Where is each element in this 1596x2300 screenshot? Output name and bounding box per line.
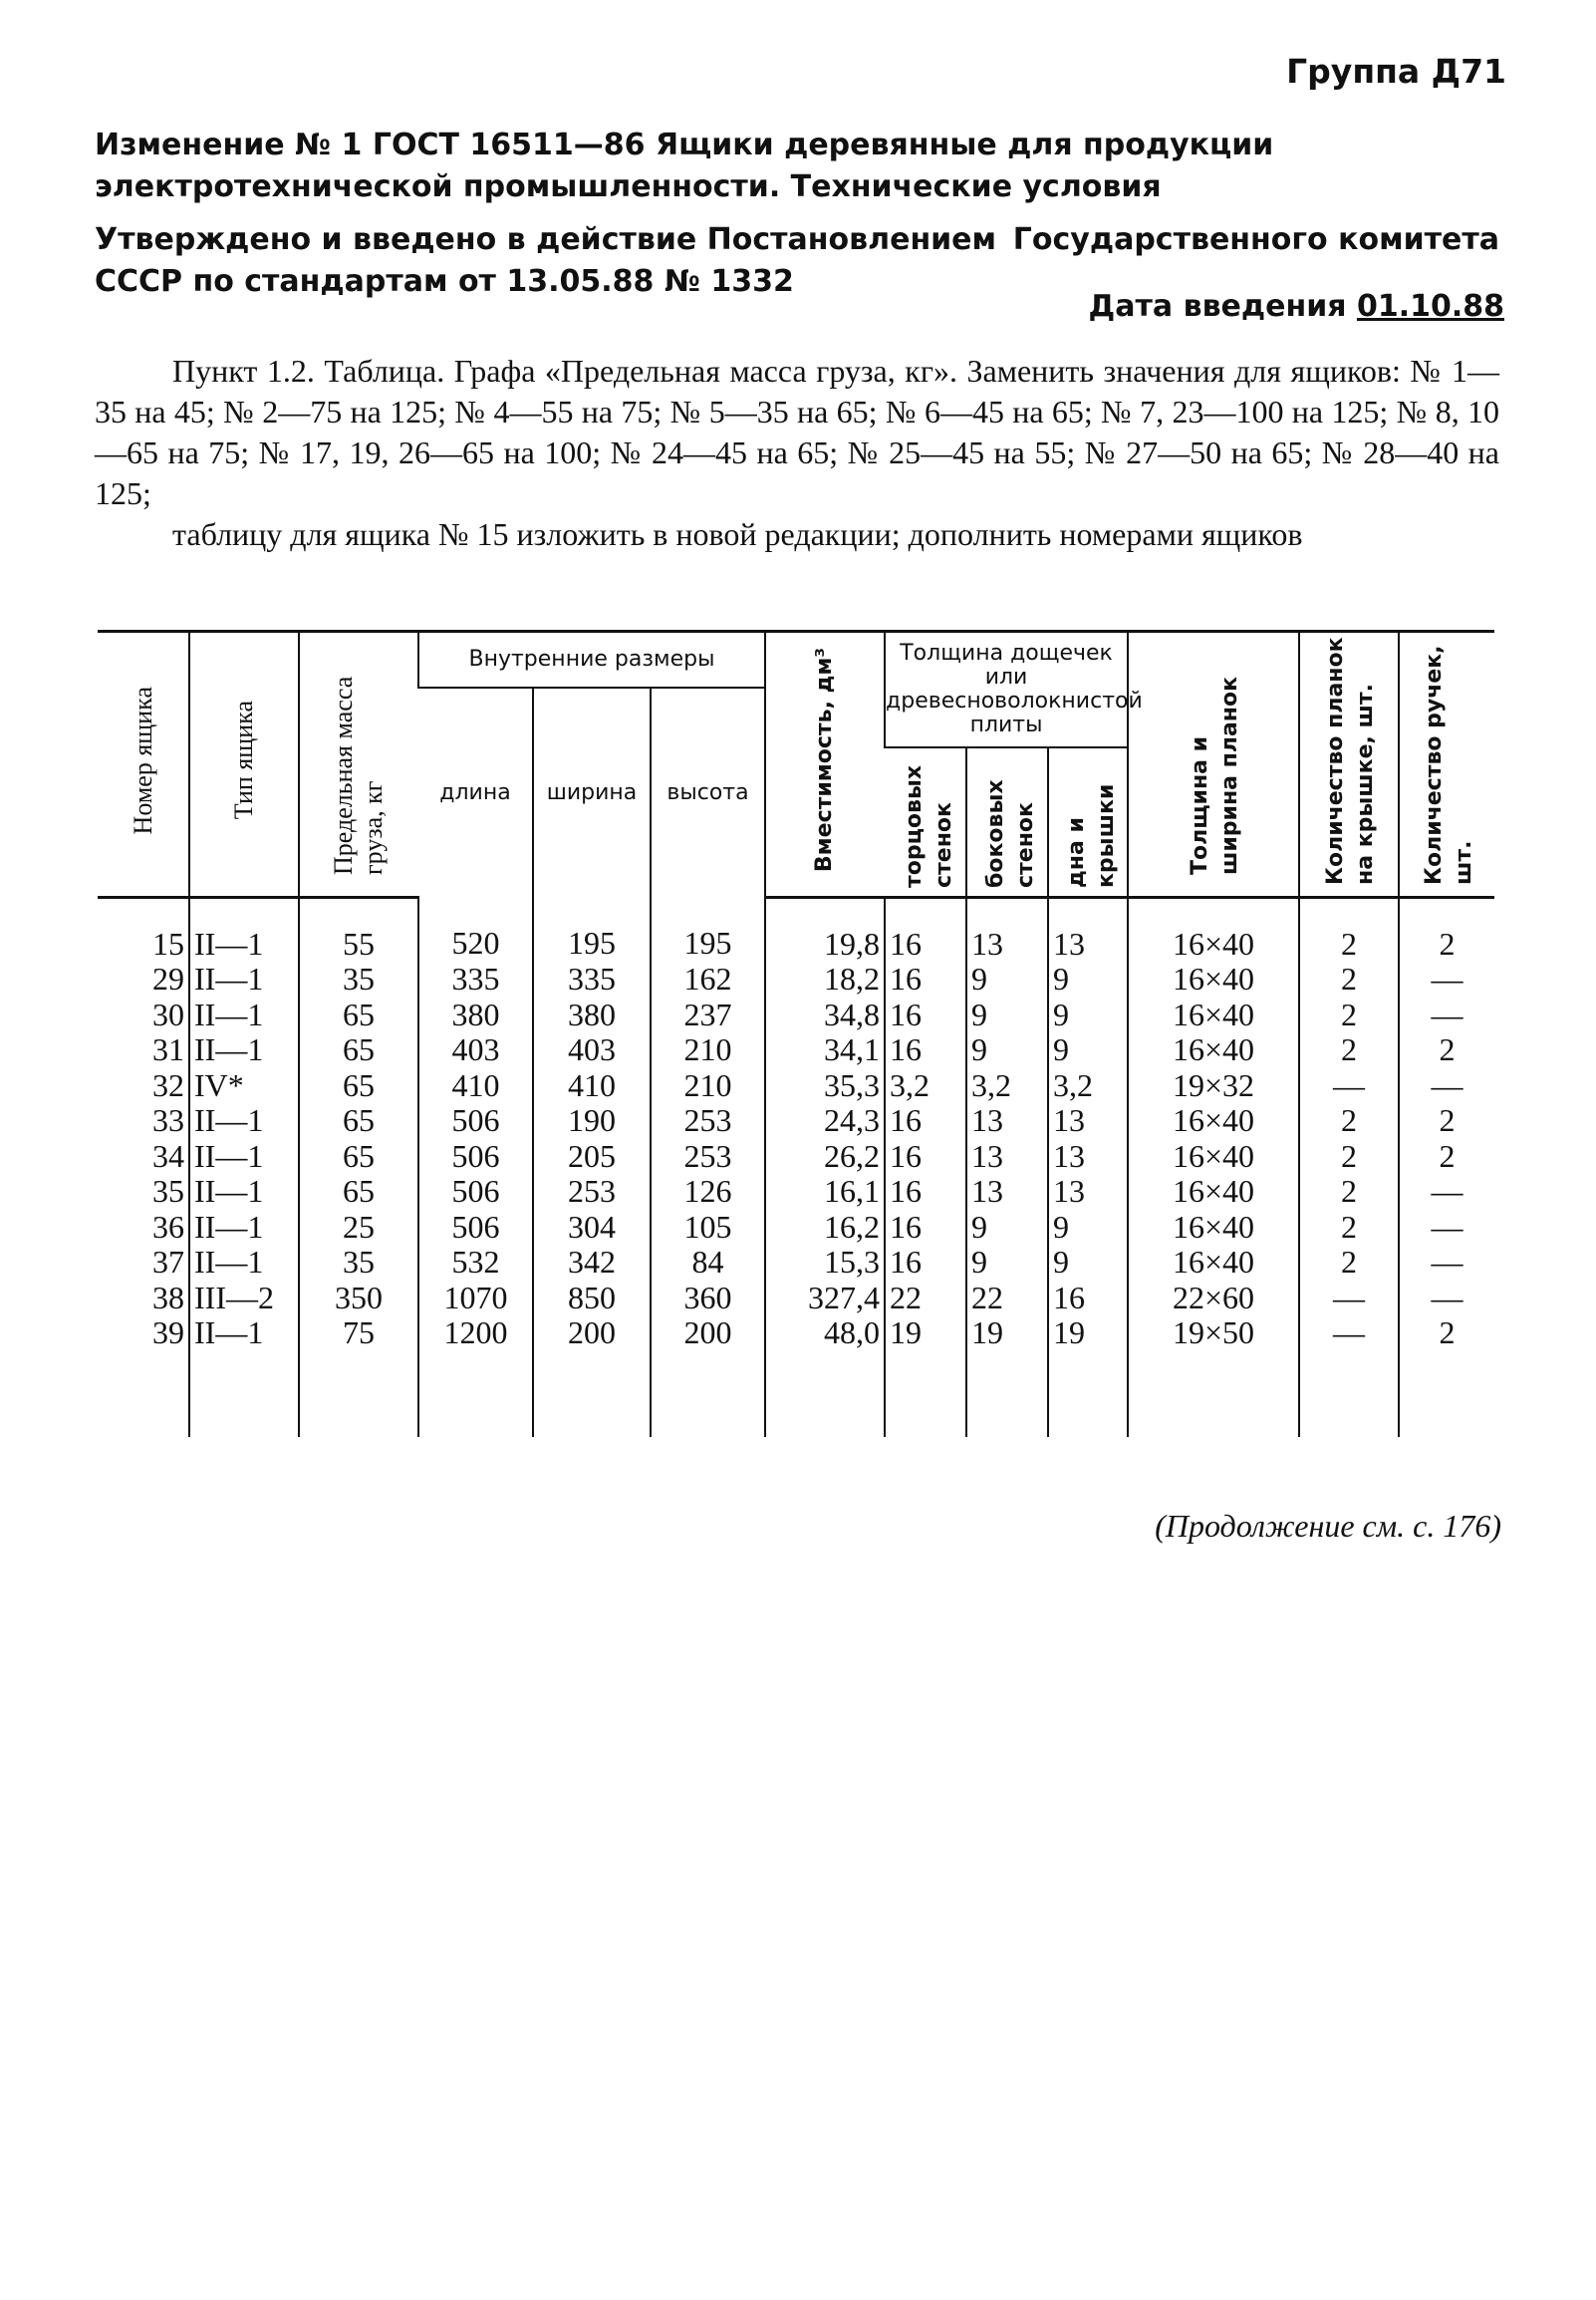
- table-cell: 16,1: [765, 1174, 885, 1210]
- table-cell: 2: [1399, 1032, 1494, 1068]
- table-row: [98, 962, 1494, 998]
- table-cell: 29: [152, 961, 184, 998]
- table-cell: II—1: [189, 1210, 299, 1246]
- table-cell: 9: [1048, 1032, 1128, 1068]
- th-width: ширина: [533, 688, 651, 898]
- table-cell: 35: [299, 962, 418, 998]
- table-cell: 506: [418, 1103, 533, 1139]
- table-cell: 342: [533, 1245, 651, 1281]
- group-code: Группа Д71: [1286, 52, 1506, 91]
- table-cell: 237: [651, 998, 765, 1033]
- table-cell: 65: [299, 1032, 418, 1068]
- date-value: 01.10.88: [1356, 289, 1504, 324]
- table-cell: 13: [966, 1174, 1048, 1210]
- table-cell: 65: [299, 998, 418, 1033]
- table-cell: 253: [533, 1174, 651, 1210]
- table-cell: 2: [1299, 1245, 1399, 1281]
- table-cell: —: [1399, 1245, 1494, 1281]
- th-box-no: Номер ящика: [98, 632, 189, 898]
- table-cell: 31: [152, 1031, 184, 1068]
- date-label: Дата введения: [1088, 289, 1347, 324]
- table-cell: 13: [1048, 1139, 1128, 1175]
- table-cell: —: [1399, 1281, 1494, 1316]
- table-cell: 16: [1048, 1281, 1128, 1316]
- table-cell: 506: [418, 1210, 533, 1246]
- table-cell: 350: [299, 1281, 418, 1316]
- table-cell: 32: [152, 1066, 184, 1103]
- table-cell: 327,4: [765, 1281, 885, 1316]
- table-cell: 16: [885, 1139, 966, 1175]
- table-cell: 9: [966, 1210, 1048, 1246]
- table-row: [98, 1032, 1494, 1068]
- table-cell: 200: [651, 1315, 765, 1437]
- th-capacity: Вместимость, дм³: [765, 632, 885, 898]
- table-cell: 16×40: [1128, 1032, 1299, 1068]
- table-row: [98, 1174, 1494, 1210]
- table-cell: 403: [418, 1032, 533, 1068]
- table-cell: 35: [299, 1245, 418, 1281]
- amendment-text: [95, 351, 1499, 555]
- approval-line1-right: Государственного комитета: [1012, 222, 1499, 257]
- table-cell: 16×40: [1128, 1139, 1299, 1175]
- table-cell: 2: [1399, 1315, 1494, 1437]
- table-cell: 13: [966, 897, 1048, 962]
- table-cell: 2: [1299, 962, 1399, 998]
- table-cell: 9: [1048, 998, 1128, 1033]
- table-cell: 19×32: [1128, 1068, 1299, 1104]
- table-cell: II—1: [189, 998, 299, 1033]
- table-row: [98, 1210, 1494, 1246]
- table-cell: 48,0: [765, 1315, 885, 1437]
- table-cell: 84: [651, 1245, 765, 1281]
- th-bottom-lid: дна и крышки: [1048, 747, 1128, 898]
- table-cell: 19,8: [765, 897, 885, 962]
- table-cell: 25: [299, 1210, 418, 1246]
- table-cell: 65: [299, 1103, 418, 1139]
- table-cell: II—1: [189, 1315, 299, 1437]
- table-cell: 304: [533, 1210, 651, 1246]
- table-cell: 9: [1048, 962, 1128, 998]
- table-cell: 3,2: [966, 1068, 1048, 1104]
- approval-line1-left: Утверждено и введено в действие Постановлением: [95, 222, 997, 257]
- table-cell: 38: [152, 1279, 184, 1315]
- table-cell: —: [1299, 1068, 1399, 1104]
- table-cell: II—1: [189, 1032, 299, 1068]
- table-cell: —: [1399, 962, 1494, 998]
- table-cell: 3,2: [885, 1068, 966, 1104]
- table-row: [98, 1139, 1494, 1175]
- table-row: [98, 1245, 1494, 1281]
- table-cell: 506: [418, 1139, 533, 1175]
- table-cell: 9: [1048, 1210, 1128, 1246]
- th-box-type: Тип ящика: [189, 632, 299, 898]
- table-cell: 16: [885, 897, 966, 962]
- effective-date: [1089, 289, 1504, 324]
- document-title: Изменение № 1 ГОСТ 16511—86 Ящики деревянные для продукции электротехнической промышленности. Технические условия: [95, 128, 1274, 204]
- table-cell: 15: [152, 925, 184, 962]
- th-side-walls: боковых стенок: [966, 747, 1048, 898]
- table-cell: 2: [1399, 1103, 1494, 1139]
- amendment-paragraph-1: Пункт 1.2. Таблица. Графа «Предельная масса груза, кг». Заменить значения для ящиков: № 1—35 на 45; № 2—75 на 125; № 4—55 на 75; № 5—35 на 65; № 6—45 на 65; № 7, 23—100 на 125; № 8, 10—65 на 75; № 17, 19, 26—65 на 100; № 24—45 на 65; № 25—45 на 55; № 27—50 на 65; № 28—40 на 125;: [95, 353, 1499, 511]
- table-cell: 13: [1048, 897, 1128, 962]
- table-cell: 380: [418, 998, 533, 1033]
- th-height: высота: [651, 688, 765, 898]
- table-cell: 19: [966, 1315, 1048, 1437]
- table-cell: III—2: [189, 1281, 299, 1316]
- table-cell: 34,8: [765, 998, 885, 1033]
- table-cell: 39: [152, 1314, 184, 1351]
- table-cell: 13: [1048, 1174, 1128, 1210]
- table-cell: 22: [966, 1281, 1048, 1316]
- table-cell: 22: [885, 1281, 966, 1316]
- th-length: длина: [439, 779, 511, 805]
- table-cell: 105: [651, 1210, 765, 1246]
- table-cell: 16×40: [1128, 897, 1299, 962]
- table-row: [98, 1103, 1494, 1139]
- table-cell: 520: [418, 897, 533, 962]
- table-cell: 37: [152, 1244, 184, 1281]
- table-row: [98, 1068, 1494, 1104]
- table-cell: II—1: [189, 1139, 299, 1175]
- table-cell: 205: [533, 1139, 651, 1175]
- th-slat-size: Толщина и ширина планок: [1128, 632, 1299, 898]
- table-cell: 16: [885, 998, 966, 1033]
- table-cell: 18,2: [765, 962, 885, 998]
- table-cell: 16: [885, 1210, 966, 1246]
- table-cell: 16: [885, 962, 966, 998]
- table-cell: 9: [1048, 1245, 1128, 1281]
- boxes-table: [98, 630, 1494, 1437]
- table-cell: 16×40: [1128, 962, 1299, 998]
- th-internal-dims: Внутренние размеры: [418, 632, 765, 688]
- table-row: [98, 1315, 1494, 1437]
- table-cell: 22×60: [1128, 1281, 1299, 1316]
- table-cell: 403: [533, 1032, 651, 1068]
- table-cell: 2: [1299, 1139, 1399, 1175]
- table-cell: 16: [885, 1174, 966, 1210]
- table-cell: 410: [533, 1068, 651, 1104]
- table-cell: 253: [651, 1103, 765, 1139]
- th-end-walls: торцовых стенок: [885, 747, 966, 898]
- table-row: [98, 1281, 1494, 1316]
- table-cell: 9: [966, 962, 1048, 998]
- table-cell: 19: [1048, 1315, 1128, 1437]
- table-cell: —: [1399, 1210, 1494, 1246]
- table-cell: 30: [152, 996, 184, 1032]
- table-cell: 410: [418, 1068, 533, 1104]
- table-cell: —: [1299, 1281, 1399, 1316]
- table-cell: —: [1399, 998, 1494, 1033]
- table-cell: 65: [299, 1068, 418, 1104]
- table-cell: 2: [1399, 1139, 1494, 1175]
- table-cell: 335: [533, 962, 651, 998]
- approval-line2: СССР по стандартам от 13.05.88 № 1332: [95, 264, 794, 299]
- table-cell: II—1: [189, 962, 299, 998]
- table-cell: 13: [1048, 1103, 1128, 1139]
- table-cell: 33: [152, 1102, 184, 1139]
- table-cell: 200: [533, 1315, 651, 1437]
- table-row: [98, 897, 1494, 962]
- table-cell: II—1: [189, 1174, 299, 1210]
- amendment-paragraph-2: таблицу для ящика № 15 изложить в новой редакции; дополнить номерами ящиков: [172, 516, 1303, 552]
- table-cell: 1070: [418, 1281, 533, 1316]
- table-cell: 16: [885, 1103, 966, 1139]
- table-cell: 9: [966, 998, 1048, 1033]
- table-cell: 75: [299, 1315, 418, 1437]
- th-handles: Количество ручек, шт.: [1399, 632, 1494, 898]
- table-cell: 16×40: [1128, 1174, 1299, 1210]
- table-cell: 55: [299, 897, 418, 962]
- table-cell: 35,3: [765, 1068, 885, 1104]
- table-cell: 126: [651, 1174, 765, 1210]
- table-cell: IV*: [189, 1068, 299, 1104]
- table-cell: 65: [299, 1174, 418, 1210]
- table-cell: 2: [1299, 1103, 1399, 1139]
- table-cell: 9: [966, 1245, 1048, 1281]
- continuation-note: (Продолжение см. с. 176): [1155, 1508, 1501, 1544]
- table-cell: II—1: [189, 1103, 299, 1139]
- table-cell: 210: [651, 1032, 765, 1068]
- table-cell: 253: [651, 1139, 765, 1175]
- table-cell: 3,2: [1048, 1068, 1128, 1104]
- table-cell: 195: [651, 897, 765, 962]
- table-cell: 16,2: [765, 1210, 885, 1246]
- table-cell: 380: [533, 998, 651, 1033]
- table-cell: 2: [1299, 998, 1399, 1033]
- table-cell: II—1: [189, 897, 299, 962]
- th-max-mass: Предельная масса груза, кг: [299, 632, 418, 898]
- table-cell: 16: [885, 1245, 966, 1281]
- table-cell: 34,1: [765, 1032, 885, 1068]
- table-cell: 2: [1299, 897, 1399, 962]
- table-cell: 162: [651, 962, 765, 998]
- table-cell: 850: [533, 1281, 651, 1316]
- table-cell: —: [1399, 1174, 1494, 1210]
- table-cell: 532: [418, 1245, 533, 1281]
- table-cell: 24,3: [765, 1103, 885, 1139]
- table-cell: —: [1399, 1068, 1494, 1104]
- table-cell: 506: [418, 1174, 533, 1210]
- table-cell: 34: [152, 1137, 184, 1174]
- table-cell: 2: [1399, 897, 1494, 962]
- th-thickness: Толщина дощечек или древесноволокнистой плиты: [885, 632, 1128, 747]
- table-cell: 19×50: [1128, 1315, 1299, 1437]
- table-cell: 13: [966, 1139, 1048, 1175]
- table-cell: 15,3: [765, 1245, 885, 1281]
- table-cell: 16×40: [1128, 1103, 1299, 1139]
- table-cell: 36: [152, 1208, 184, 1245]
- table-cell: 13: [966, 1103, 1048, 1139]
- table-cell: 2: [1299, 1032, 1399, 1068]
- table-cell: 65: [299, 1139, 418, 1175]
- table-cell: 2: [1299, 1174, 1399, 1210]
- table-cell: 16: [885, 1032, 966, 1068]
- table-row: [98, 998, 1494, 1033]
- table-cell: 9: [966, 1032, 1048, 1068]
- table-cell: 35: [152, 1173, 184, 1210]
- table-cell: 195: [533, 897, 651, 962]
- th-lid-slats: Количество планок на крышке, шт.: [1299, 632, 1399, 898]
- table-cell: 335: [418, 962, 533, 998]
- table-cell: —: [1299, 1315, 1399, 1437]
- table-cell: 16×40: [1128, 1210, 1299, 1246]
- table-cell: 19: [885, 1315, 966, 1437]
- table-cell: 1200: [418, 1315, 533, 1437]
- table-cell: 26,2: [765, 1139, 885, 1175]
- table-cell: 210: [651, 1068, 765, 1104]
- table-cell: 190: [533, 1103, 651, 1139]
- table-cell: II—1: [189, 1245, 299, 1281]
- table-cell: 16×40: [1128, 1245, 1299, 1281]
- table-cell: 2: [1299, 1210, 1399, 1246]
- table-cell: 16×40: [1128, 998, 1299, 1033]
- table-cell: 360: [651, 1281, 765, 1316]
